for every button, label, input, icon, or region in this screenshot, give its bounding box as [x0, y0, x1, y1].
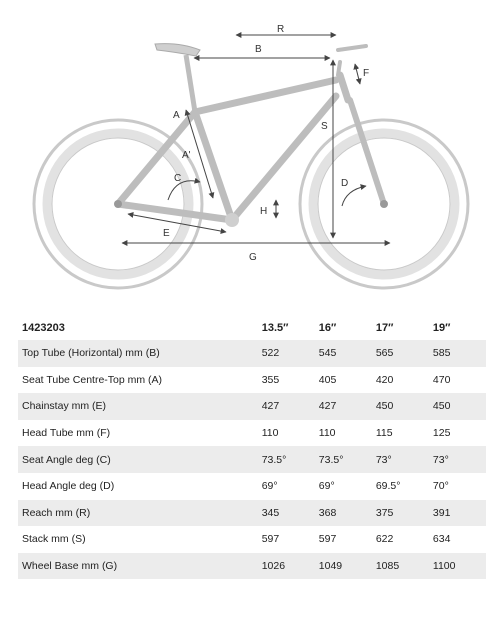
row-value: 427 [315, 393, 372, 420]
row-value: 69° [315, 473, 372, 500]
row-value: 585 [429, 340, 486, 367]
row-value: 405 [315, 367, 372, 394]
row-value: 522 [258, 340, 315, 367]
row-label: Chainstay mm (E) [18, 393, 258, 420]
row-value: 115 [372, 420, 429, 447]
stem-handlebar [338, 46, 366, 75]
row-value: 565 [372, 340, 429, 367]
row-value: 597 [258, 526, 315, 553]
row-value: 1026 [258, 553, 315, 580]
row-value: 73° [429, 446, 486, 473]
row-value: 420 [372, 367, 429, 394]
seatpost-saddle [155, 44, 200, 112]
table-row [18, 420, 486, 447]
geometry-table [18, 316, 486, 579]
row-value: 634 [429, 526, 486, 553]
row-value: 125 [429, 420, 486, 447]
row-label: Seat Angle deg (C) [18, 446, 258, 473]
table-row [18, 340, 486, 367]
model-number: 1423203 [22, 322, 65, 334]
row-value: 545 [315, 340, 372, 367]
crank [114, 200, 388, 227]
table-row [18, 367, 486, 394]
label-s: S [321, 121, 328, 132]
row-value: 73.5° [315, 446, 372, 473]
row-value: 450 [429, 393, 486, 420]
row-value: 450 [372, 393, 429, 420]
table-header-row [18, 316, 486, 340]
row-value: 1049 [315, 553, 372, 580]
label-d: D [341, 178, 349, 189]
size-header: 19″ [432, 322, 451, 334]
row-label: Head Angle deg (D) [18, 473, 258, 500]
bike-geometry-diagram [0, 0, 503, 300]
dim-arc-d [342, 186, 366, 206]
row-value: 110 [315, 420, 372, 447]
size-header: 13.5″ [261, 322, 289, 334]
row-value: 427 [258, 393, 315, 420]
row-value: 69° [258, 473, 315, 500]
fork [350, 100, 384, 204]
label-e: E [163, 228, 170, 239]
row-value: 391 [429, 500, 486, 527]
row-value: 110 [258, 420, 315, 447]
row-label: Wheel Base mm (G) [18, 553, 258, 580]
label-r: R [277, 24, 285, 35]
row-value: 69.5° [372, 473, 429, 500]
size-header: 16″ [318, 322, 337, 334]
label-h: H [260, 206, 268, 217]
row-label: Seat Tube Centre-Top mm (A) [18, 367, 258, 394]
row-label: Reach mm (R) [18, 500, 258, 527]
row-value: 70° [429, 473, 486, 500]
row-value: 73° [372, 446, 429, 473]
row-label: Head Tube mm (F) [18, 420, 258, 447]
row-label: Top Tube (Horizontal) mm (B) [18, 340, 258, 367]
row-value: 73.5° [258, 446, 315, 473]
label-b: B [255, 44, 262, 55]
label-a-prime: A' [182, 150, 191, 161]
size-header: 17″ [375, 322, 394, 334]
row-value: 355 [258, 367, 315, 394]
row-value: 622 [372, 526, 429, 553]
table-row [18, 526, 486, 553]
row-label: Stack mm (S) [18, 526, 258, 553]
row-value: 345 [258, 500, 315, 527]
table-row [18, 393, 486, 420]
table-row [18, 446, 486, 473]
label-f: F [363, 68, 370, 79]
label-g: G [249, 252, 257, 263]
row-value: 1100 [429, 553, 486, 580]
table-row [18, 473, 486, 500]
table-row [18, 553, 486, 580]
row-value: 368 [315, 500, 372, 527]
label-c: C [174, 173, 182, 184]
row-value: 470 [429, 367, 486, 394]
dim-line-f [355, 64, 360, 84]
table-row [18, 500, 486, 527]
row-value: 1085 [372, 553, 429, 580]
row-value: 597 [315, 526, 372, 553]
label-a: A [173, 110, 180, 121]
row-value: 375 [372, 500, 429, 527]
